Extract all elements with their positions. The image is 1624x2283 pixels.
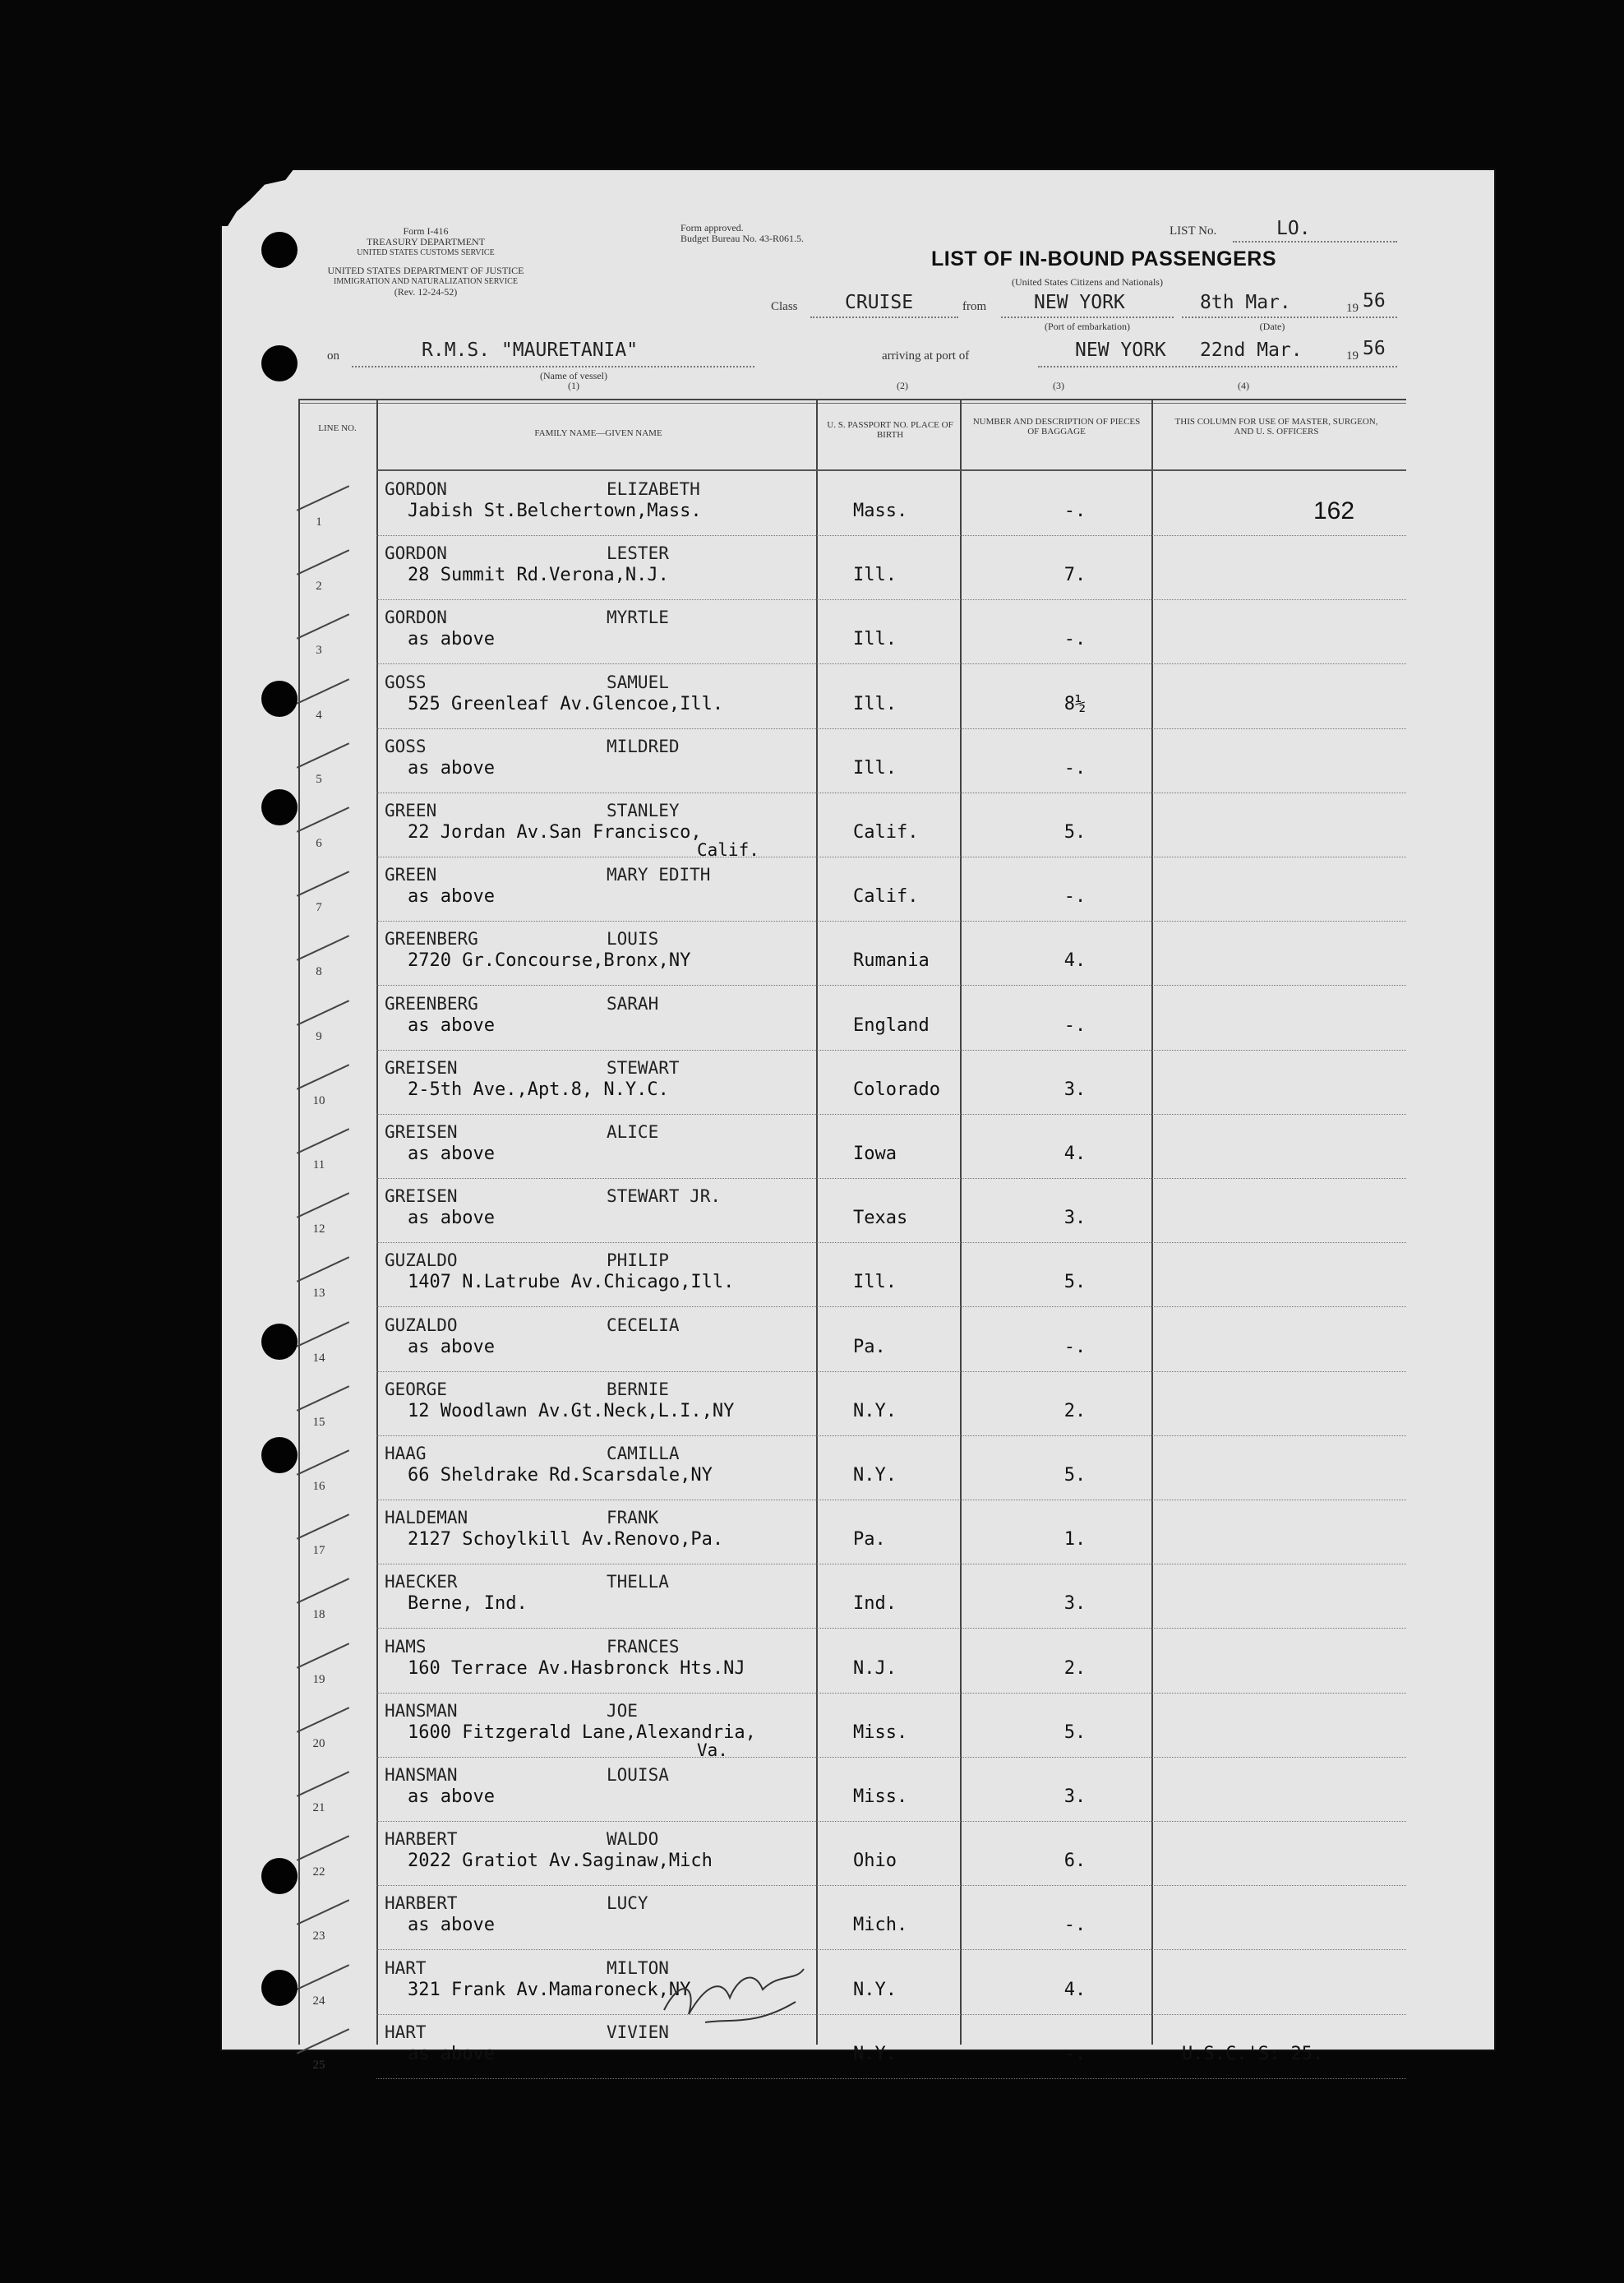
given-name: LOUISA xyxy=(607,1765,669,1785)
given-name: ELIZABETH xyxy=(607,479,700,499)
place-of-birth: Mass. xyxy=(853,501,908,521)
tally-mark xyxy=(297,871,349,896)
family-name: HARBERT xyxy=(385,1893,458,1914)
family-name: HAAG xyxy=(385,1444,427,1463)
line-number: 23 xyxy=(312,1929,325,1943)
given-name: CECELIA xyxy=(607,1315,680,1335)
baggage-count: 7. xyxy=(1063,565,1087,586)
table-row xyxy=(220,1309,1496,1373)
tally-mark xyxy=(297,1514,349,1539)
tally-mark xyxy=(297,1385,349,1411)
place-of-birth: Iowa xyxy=(853,1144,897,1164)
address: Jabish St.Belchertown,Mass. xyxy=(408,501,702,521)
line-number: 20 xyxy=(312,1736,325,1750)
baggage-count: -. xyxy=(1063,886,1087,908)
arrival-date: 22nd Mar. xyxy=(1200,340,1303,361)
given-name: ALICE xyxy=(607,1122,659,1142)
address-continued: Va. xyxy=(697,1740,728,1760)
address: as above xyxy=(408,629,495,650)
tally-mark xyxy=(297,1128,349,1153)
tally-mark xyxy=(297,1192,349,1218)
given-name: PHILIP xyxy=(607,1250,669,1271)
baggage-count: 3. xyxy=(1063,1208,1087,1229)
tally-mark xyxy=(297,549,349,575)
date-caption: (Date) xyxy=(1259,321,1285,332)
family-name: GREISEN xyxy=(385,1122,458,1142)
line-number: 3 xyxy=(316,644,322,658)
table-row xyxy=(220,1694,1496,1758)
baggage-count: 4. xyxy=(1063,1979,1087,2000)
place-of-birth: Miss. xyxy=(853,1721,908,1743)
tally-mark xyxy=(297,1449,349,1475)
year-prefix-1: 19 xyxy=(1346,302,1359,315)
col-name: FAMILY NAME—GIVEN NAME xyxy=(534,428,662,438)
place-of-birth: N.J. xyxy=(853,1657,897,1679)
list-no-label: LIST No. xyxy=(1170,224,1217,238)
tally-mark xyxy=(297,614,349,640)
place-of-birth: Pa. xyxy=(853,1336,886,1357)
table-row xyxy=(220,537,1496,601)
line-number: 16 xyxy=(312,1480,325,1493)
address: 160 Terrace Av.Hasbronck Hts.NJ xyxy=(408,1657,745,1679)
family-name: GREEN xyxy=(385,865,437,885)
line-number: 21 xyxy=(312,1801,325,1814)
address: 22 Jordan Av.San Francisco, xyxy=(408,822,702,843)
address: as above xyxy=(408,757,495,779)
line-number: 25 xyxy=(312,2058,325,2072)
address-continued: Calif. xyxy=(697,840,759,860)
table-row xyxy=(220,1758,1496,1823)
address: 2-5th Ave.,Apt.8, N.Y.C. xyxy=(408,1079,669,1100)
baggage-count: 5. xyxy=(1063,822,1087,843)
given-name: LESTER xyxy=(607,543,669,564)
punch-hole xyxy=(261,232,298,268)
tally-mark xyxy=(297,2028,349,2054)
family-name: GUZALDO xyxy=(385,1315,458,1335)
baggage-count: 1. xyxy=(1063,1529,1087,1550)
address: as above xyxy=(408,886,495,908)
line-number: 15 xyxy=(312,1415,325,1429)
line-number: 22 xyxy=(312,1865,325,1879)
given-name: MILDRED xyxy=(607,736,680,756)
baggage-count: 2. xyxy=(1063,1400,1087,1421)
on-label: on xyxy=(327,349,339,363)
manifest-page xyxy=(220,169,1496,2072)
place-of-birth: Texas xyxy=(853,1208,908,1229)
line-number: 13 xyxy=(312,1287,325,1301)
caption-3: (3) xyxy=(1053,380,1064,391)
place-of-birth: England xyxy=(853,1014,930,1036)
budget-bureau: Budget Bureau No. 43-R061.5. xyxy=(681,233,804,244)
given-name: SAMUEL xyxy=(607,672,669,692)
officer-remark: U.S.C.'S: 25. xyxy=(1182,2043,1324,2064)
family-name: GOSS xyxy=(385,736,427,756)
tally-mark xyxy=(297,1643,349,1668)
baggage-count: 5. xyxy=(1063,1465,1087,1486)
table-row xyxy=(220,601,1496,665)
address: as above xyxy=(408,1014,495,1036)
line-number: 1 xyxy=(316,515,322,529)
place-of-birth: Ill. xyxy=(853,693,897,714)
port-embark-caption: (Port of embarkation) xyxy=(1045,321,1130,332)
line-number: 2 xyxy=(316,580,322,594)
baggage-count: 5. xyxy=(1063,1272,1087,1293)
family-name: GUZALDO xyxy=(385,1250,458,1271)
baggage-count: -. xyxy=(1063,2043,1087,2064)
place-of-birth: Ill. xyxy=(853,565,897,586)
family-name: HARBERT xyxy=(385,1829,458,1850)
col-officers: THIS COLUMN FOR USE OF MASTER, SURGEON, AND U. S. OFFICERS xyxy=(1174,417,1378,437)
table-row xyxy=(220,1630,1496,1694)
address: Berne, Ind. xyxy=(408,1593,528,1615)
line-number: 24 xyxy=(312,1994,325,2008)
list-no-value: LO. xyxy=(1276,218,1311,239)
place-of-birth: Ill. xyxy=(853,629,897,650)
family-name: HART xyxy=(385,2022,427,2042)
family-name: GOSS xyxy=(385,672,427,692)
punch-hole xyxy=(261,345,298,381)
tally-mark xyxy=(297,1064,349,1089)
baggage-count: -. xyxy=(1063,1014,1087,1036)
table-row xyxy=(220,922,1496,987)
address: 2127 Schoylkill Av.Renovo,Pa. xyxy=(408,1529,724,1550)
revision: (Rev. 12-24-52) xyxy=(394,286,458,298)
line-number: 6 xyxy=(316,837,322,850)
table-row xyxy=(220,1116,1496,1180)
baggage-count: -. xyxy=(1063,629,1087,650)
page-title: LIST OF IN-BOUND PASSENGERS xyxy=(931,247,1277,270)
given-name: STEWART xyxy=(607,1057,680,1078)
given-name: LOUIS xyxy=(607,929,659,950)
place-of-birth: Rumania xyxy=(853,950,930,972)
table-row xyxy=(220,1373,1496,1437)
address: 1600 Fitzgerald Lane,Alexandria, xyxy=(408,1721,756,1743)
tally-mark xyxy=(297,1835,349,1860)
baggage-count: 3. xyxy=(1063,1079,1087,1100)
table-row xyxy=(220,858,1496,922)
address: 2022 Gratiot Av.Saginaw,Mich xyxy=(408,1851,713,1872)
address: as above xyxy=(408,1208,495,1229)
line-number: 17 xyxy=(312,1544,325,1558)
caption-4: (4) xyxy=(1238,380,1249,391)
family-name: GEORGE xyxy=(385,1379,447,1399)
tally-mark xyxy=(297,1771,349,1796)
address: as above xyxy=(408,1336,495,1357)
tally-mark xyxy=(297,806,349,832)
baggage-count: -. xyxy=(1063,757,1087,779)
table-row xyxy=(220,1823,1496,1887)
ins-service: IMMIGRATION AND NATURALIZATION SERVICE xyxy=(334,277,518,286)
line-number: 11 xyxy=(312,1158,325,1172)
address: 12 Woodlawn Av.Gt.Neck,L.I.,NY xyxy=(408,1400,735,1421)
family-name: GORDON xyxy=(385,543,447,564)
given-name: WALDO xyxy=(607,1829,659,1850)
address: as above xyxy=(408,1915,495,1936)
given-name: STEWART JR. xyxy=(607,1186,722,1207)
customs-service: UNITED STATES CUSTOMS SERVICE xyxy=(357,248,495,257)
vessel-name: R.M.S. "MAURETANIA" xyxy=(422,340,639,361)
place-of-birth: N.Y. xyxy=(853,1979,897,2000)
given-name: STANLEY xyxy=(607,801,680,820)
baggage-count: 4. xyxy=(1063,950,1087,972)
place-of-birth: Ill. xyxy=(853,757,897,779)
table-row xyxy=(220,987,1496,1051)
table-row xyxy=(220,666,1496,730)
table-row xyxy=(220,794,1496,858)
signature-mark xyxy=(656,1953,853,2035)
embark-date: 8th Mar. xyxy=(1200,292,1291,313)
tally-mark xyxy=(297,1578,349,1604)
address: 525 Greenleaf Av.Glencoe,Ill. xyxy=(408,693,724,714)
justice-dept: UNITED STATES DEPARTMENT OF JUSTICE xyxy=(327,265,524,276)
officer-remark: 162 xyxy=(1313,497,1355,525)
table-row xyxy=(220,2016,1496,2080)
class-value: CRUISE xyxy=(845,292,914,313)
family-name: HANSMAN xyxy=(385,1765,458,1785)
line-number: 18 xyxy=(312,1608,325,1622)
title-subtitle: (United States Citizens and Nationals) xyxy=(1012,276,1163,288)
given-name: LUCY xyxy=(607,1893,648,1914)
address: as above xyxy=(408,1786,495,1807)
given-name: MYRTLE xyxy=(607,608,669,628)
line-number: 7 xyxy=(316,901,322,915)
baggage-count: 2. xyxy=(1063,1657,1087,1679)
line-number: 9 xyxy=(316,1029,322,1043)
tally-mark xyxy=(297,936,349,961)
baggage-count: 4. xyxy=(1063,1144,1087,1164)
family-name: HAECKER xyxy=(385,1572,458,1592)
family-name: HANSMAN xyxy=(385,1700,458,1721)
place-of-birth: Colorado xyxy=(853,1079,940,1100)
place-of-birth: Calif. xyxy=(853,886,919,908)
table-row xyxy=(220,1437,1496,1501)
table-row xyxy=(220,1180,1496,1244)
address: 1407 N.Latrube Av.Chicago,Ill. xyxy=(408,1272,735,1293)
punch-hole xyxy=(261,1437,298,1473)
given-name: JOE xyxy=(607,1700,638,1721)
line-number: 8 xyxy=(316,965,322,979)
tally-mark xyxy=(297,1900,349,1925)
given-name: SARAH xyxy=(607,993,659,1014)
line-number: 19 xyxy=(312,1672,325,1686)
baggage-count: 5. xyxy=(1063,1721,1087,1743)
address: as above xyxy=(408,2043,495,2064)
address: as above xyxy=(408,1144,495,1164)
tally-mark xyxy=(297,1257,349,1282)
line-number: 10 xyxy=(312,1093,325,1107)
given-name: CAMILLA xyxy=(607,1444,680,1463)
given-name: BERNIE xyxy=(607,1379,669,1399)
place-of-birth: N.Y. xyxy=(853,1400,897,1421)
punch-hole xyxy=(261,789,298,825)
col-line-no: LINE NO. xyxy=(318,423,357,433)
line-number: 5 xyxy=(316,772,322,786)
form-number: Form I-416 xyxy=(403,225,449,237)
col-baggage: NUMBER AND DESCRIPTION OF PIECES OF BAGGAGE xyxy=(972,417,1141,437)
given-name: FRANCES xyxy=(607,1636,680,1657)
table-row xyxy=(220,1244,1496,1308)
given-name: FRANK xyxy=(607,1508,659,1528)
arriving-label: arriving at port of xyxy=(882,349,970,363)
caption-2: (2) xyxy=(897,380,908,391)
baggage-count: -. xyxy=(1063,1915,1087,1936)
line-number: 14 xyxy=(312,1351,325,1365)
col-passport: U. S. PASSPORT NO. PLACE OF BIRTH xyxy=(827,420,953,440)
embark-year: 56 xyxy=(1363,290,1386,312)
family-name: GORDON xyxy=(385,608,447,628)
punch-hole xyxy=(261,1970,298,2006)
given-name: THELLA xyxy=(607,1572,669,1592)
caption-1: (1) xyxy=(568,380,579,391)
tally-mark xyxy=(297,742,349,768)
place-of-birth: Pa. xyxy=(853,1529,886,1550)
place-of-birth: Ind. xyxy=(853,1593,897,1615)
address: 66 Sheldrake Rd.Scarsdale,NY xyxy=(408,1465,713,1486)
family-name: GREENBERG xyxy=(385,929,478,950)
arrival-year: 56 xyxy=(1363,338,1386,359)
address: 2720 Gr.Concourse,Bronx,NY xyxy=(408,950,691,972)
vessel-caption: (Name of vessel) xyxy=(540,370,607,381)
baggage-count: -. xyxy=(1063,501,1087,521)
family-name: GREISEN xyxy=(385,1057,458,1078)
baggage-count: 8½ xyxy=(1063,693,1087,714)
year-prefix-2: 19 xyxy=(1346,349,1359,363)
place-of-birth: N.Y. xyxy=(853,1465,897,1486)
family-name: HART xyxy=(385,1957,427,1978)
table-row xyxy=(220,473,1496,537)
baggage-count: 3. xyxy=(1063,1593,1087,1615)
place-of-birth: Ohio xyxy=(853,1851,897,1872)
tally-mark xyxy=(297,1321,349,1347)
place-of-birth: Miss. xyxy=(853,1786,908,1807)
baggage-count: 3. xyxy=(1063,1786,1087,1807)
table-row xyxy=(220,1501,1496,1565)
place-of-birth: Ill. xyxy=(853,1272,897,1293)
table-row xyxy=(220,730,1496,794)
baggage-count: -. xyxy=(1063,1336,1087,1357)
place-of-birth: Calif. xyxy=(853,822,919,843)
table-row xyxy=(220,1051,1496,1116)
class-label: Class xyxy=(771,300,798,313)
punch-hole xyxy=(261,1324,298,1360)
family-name: HALDEMAN xyxy=(385,1508,468,1528)
table-row xyxy=(220,1887,1496,1951)
form-approved: Form approved. xyxy=(681,222,744,233)
from-value: NEW YORK xyxy=(1034,292,1125,313)
arrival-port: NEW YORK xyxy=(1075,340,1166,361)
tally-mark xyxy=(297,485,349,511)
given-name: MARY EDITH xyxy=(607,865,711,885)
tally-mark xyxy=(297,1707,349,1732)
place-of-birth: N.Y. xyxy=(853,2043,897,2064)
line-number: 12 xyxy=(312,1222,325,1236)
place-of-birth: Mich. xyxy=(853,1915,908,1936)
tally-mark xyxy=(297,1000,349,1025)
family-name: GREENBERG xyxy=(385,993,478,1014)
family-name: GREEN xyxy=(385,801,437,820)
from-label: from xyxy=(962,300,987,313)
table-row xyxy=(220,1952,1496,2016)
baggage-count: 6. xyxy=(1063,1851,1087,1872)
family-name: GORDON xyxy=(385,479,447,499)
table-row xyxy=(220,1565,1496,1629)
address: 321 Frank Av.Mamaroneck,NY xyxy=(408,1979,691,2000)
given-name: MILTON xyxy=(607,1957,669,1978)
family-name: GREISEN xyxy=(385,1186,458,1207)
line-number: 4 xyxy=(316,708,322,722)
family-name: HAMS xyxy=(385,1636,427,1657)
punch-hole xyxy=(261,681,298,717)
given-name: VIVIEN xyxy=(607,2022,669,2042)
address: 28 Summit Rd.Verona,N.J. xyxy=(408,565,669,586)
treasury-dept: TREASURY DEPARTMENT xyxy=(366,236,486,247)
tally-mark xyxy=(297,1964,349,1990)
punch-hole xyxy=(261,1858,298,1894)
tally-mark xyxy=(297,678,349,704)
